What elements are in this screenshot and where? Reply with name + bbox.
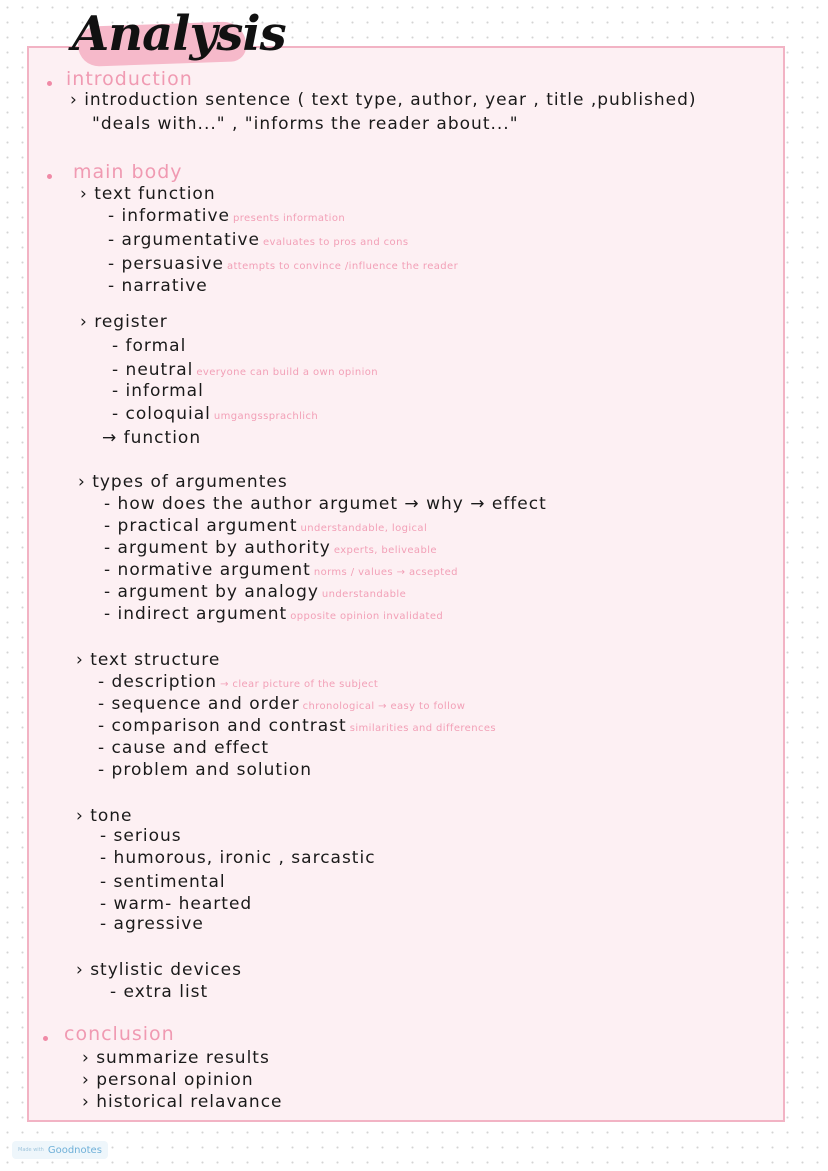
main-line-text: → function <box>102 428 202 448</box>
main-line-text: - narrative <box>108 276 208 296</box>
main-line-annotation: presents information <box>233 213 346 224</box>
main-line <box>108 254 458 274</box>
main-line-text: › text function <box>80 184 216 204</box>
section-heading-main-body: main body <box>73 161 183 183</box>
intro-line <box>70 90 697 110</box>
intro-line-text: › introduction sentence ( text type, author, year , title ,published) <box>70 90 697 110</box>
main-line <box>104 560 458 580</box>
main-line <box>98 760 312 780</box>
main-line <box>112 404 318 424</box>
conclusion-line-text: › personal opinion <box>82 1070 254 1090</box>
main-line-text: - serious <box>100 826 182 846</box>
conclusion-line-text: › summarize results <box>82 1048 270 1068</box>
main-line-annotation: everyone can build a own opinion <box>196 367 379 378</box>
bullet-dot <box>47 174 52 179</box>
main-line <box>108 230 408 250</box>
conclusion-line <box>82 1092 283 1112</box>
main-line <box>104 582 406 602</box>
main-line-text: - cause and effect <box>98 738 270 758</box>
main-line-annotation: attempts to convince /influence the reader <box>226 261 459 272</box>
section-heading-introduction: introduction <box>66 68 193 90</box>
main-line-text: - sentimental <box>100 872 226 892</box>
goodnotes-badge <box>12 1141 108 1159</box>
conclusion-line <box>82 1048 270 1068</box>
main-line-annotation: evaluates to pros and cons <box>263 237 409 248</box>
main-line <box>80 312 168 332</box>
main-line <box>76 960 242 980</box>
main-line-text: - warm- hearted <box>100 894 253 914</box>
main-line-text: - argument by authority <box>104 538 331 558</box>
main-line-text: - persuasive <box>108 254 224 274</box>
main-line-text: - formal <box>112 336 187 356</box>
main-line <box>76 806 133 826</box>
main-line <box>98 738 269 758</box>
main-line-text: › text structure <box>76 650 221 670</box>
main-line-text: - coloquial <box>112 404 211 424</box>
main-line-text: - description <box>98 672 218 692</box>
footer-brand: Goodnotes <box>47 1144 102 1156</box>
main-line-text: - humorous, ironic , sarcastic <box>100 848 376 868</box>
section-heading-conclusion: conclusion <box>64 1023 175 1045</box>
main-line <box>80 184 216 204</box>
main-line-text: - problem and solution <box>98 760 312 780</box>
main-line-text: - indirect argument <box>104 604 288 624</box>
main-line-text: - argumentative <box>108 230 260 250</box>
main-line <box>104 494 547 514</box>
main-line <box>112 336 186 356</box>
main-line-annotation: opposite opinion invalidated <box>290 611 444 622</box>
main-line <box>110 982 208 1002</box>
main-line-text: - comparison and contrast <box>98 716 347 736</box>
main-line-annotation: norms / values → acsepted <box>313 567 458 578</box>
main-line-text: - practical argument <box>104 516 298 536</box>
conclusion-line-text: › historical relavance <box>82 1092 283 1112</box>
main-line <box>98 694 465 714</box>
main-line <box>100 894 252 914</box>
page-title: Analysis <box>72 6 286 62</box>
intro-line <box>92 114 519 134</box>
main-line-text: - argument by analogy <box>104 582 319 602</box>
main-line-annotation: chronological → easy to follow <box>302 701 466 712</box>
main-line <box>78 472 288 492</box>
main-line <box>98 672 378 692</box>
main-line-annotation: understandable, logical <box>300 523 428 534</box>
conclusion-line <box>82 1070 254 1090</box>
main-line-text: - sequence and order <box>98 694 300 714</box>
main-line <box>108 276 208 296</box>
main-line-text: - informative <box>108 206 230 226</box>
main-line <box>104 604 443 624</box>
main-line-text: - normative argument <box>104 560 311 580</box>
main-line <box>100 914 204 934</box>
main-line <box>112 360 378 380</box>
intro-line-text: "deals with..." , "informs the reader about..." <box>92 114 519 134</box>
main-line <box>102 428 201 448</box>
main-line-text: - neutral <box>112 360 194 380</box>
main-line-text: - agressive <box>100 914 204 934</box>
main-line <box>108 206 345 226</box>
main-line-text: › types of argumentes <box>78 472 288 492</box>
main-line <box>100 826 182 846</box>
main-line <box>98 716 496 736</box>
main-line <box>100 872 226 892</box>
main-line-text: - informal <box>112 381 204 401</box>
main-line-text: › tone <box>76 806 133 826</box>
footer-made-with: Made with <box>18 1147 44 1153</box>
bullet-dot <box>47 81 52 86</box>
main-line <box>112 381 204 401</box>
main-line-text: › register <box>80 312 168 332</box>
main-line-annotation: experts, beliveable <box>333 545 437 556</box>
main-line <box>76 650 220 670</box>
main-line <box>104 516 427 536</box>
main-line-text: - how does the author argumet → why → effect <box>104 494 547 514</box>
main-line <box>100 848 376 868</box>
bullet-dot <box>43 1036 48 1041</box>
main-line-text: › stylistic devices <box>76 960 242 980</box>
main-line-annotation: → clear picture of the subject <box>220 679 379 690</box>
main-line-annotation: similarities and differences <box>349 723 497 734</box>
main-line <box>104 538 437 558</box>
main-line-annotation: umgangssprachlich <box>213 411 319 422</box>
main-line-text: - extra list <box>110 982 209 1002</box>
main-line-annotation: understandable <box>321 589 407 600</box>
